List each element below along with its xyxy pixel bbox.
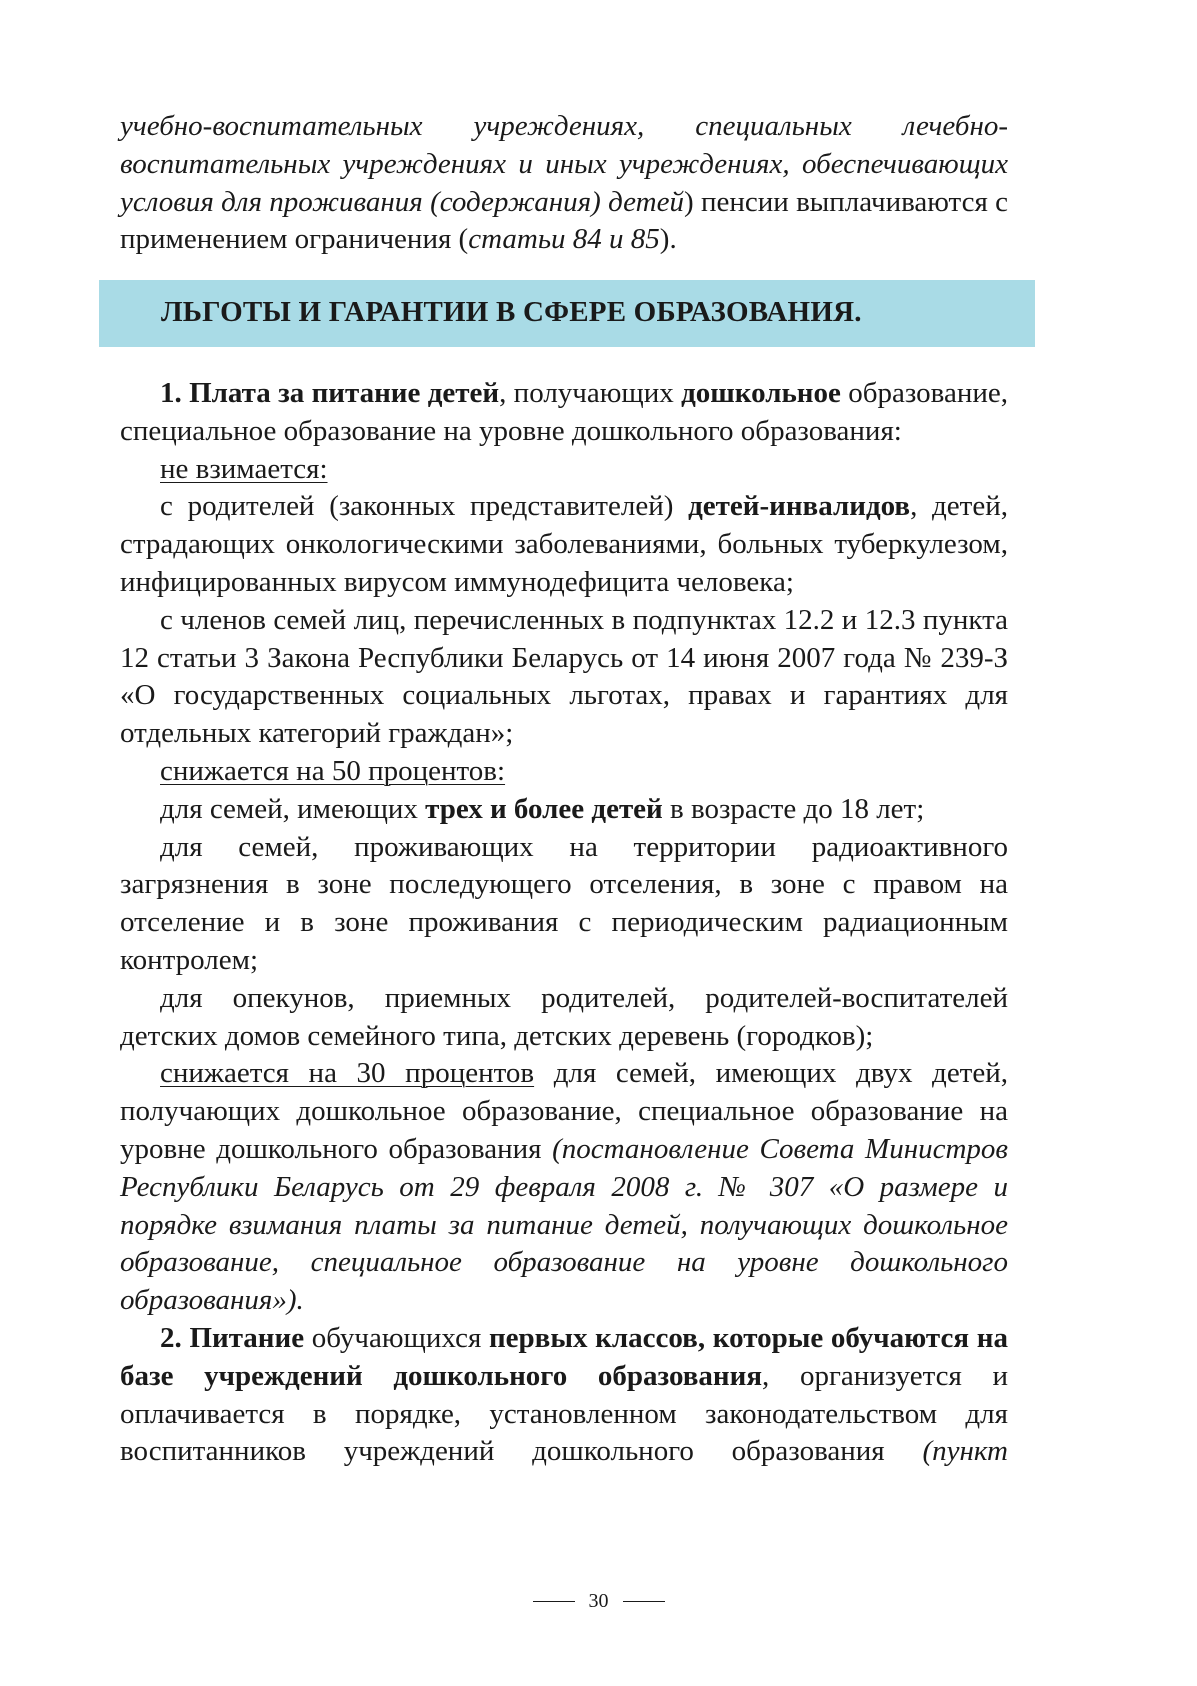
- item2-italic: (пункт: [922, 1435, 1008, 1468]
- intro-text-b: ).: [659, 223, 677, 256]
- reduced30-text: для семей, имеющих двух детей, получающих дошкольное образование, специальное образование на уровне дошкольного образования: [120, 1057, 1008, 1165]
- families-text2: в возрасте до 18 лет;: [662, 792, 925, 825]
- item2-bold2: первых классов, которые обучаются на базе учреждений дошкольного образования: [120, 1321, 1008, 1392]
- item2-text1: обучающихся: [304, 1321, 489, 1354]
- not-charged-heading: [120, 451, 1008, 489]
- item1-lead-text2: образование, специальное образование на уровне дошкольного образования:: [120, 377, 1008, 447]
- not-charged-label: не взимается:: [160, 452, 328, 485]
- footer-rule-left: [533, 1601, 575, 1602]
- members-paragraph: с членов семей лиц, перечисленных в подпунктах 12.2 и 12.3 пункта 12 статьи 3 Закона Республики Беларусь от 14 июня 2007 года № 239-З «О государственных социальных льготах, правах и гарантиях для отдельных категорий граждан»;: [120, 603, 1008, 750]
- families-bold: трех и более детей: [425, 792, 663, 825]
- guardians-paragraph: для опекунов, приемных родителей, родителей-воспитателей детских домов семейного типа, детских деревень (городков);: [120, 981, 1008, 1052]
- reduced30-label: снижается на 30 процентов: [160, 1057, 535, 1090]
- radiation-paragraph: для семей, проживающих на территории радиоактивного загрязнения в зоне последующего отселения, в зоне с правом на отселение и в зоне проживания с периодическим радиационным контролем;: [120, 830, 1008, 976]
- footer-rule-right: [623, 1601, 665, 1602]
- page-number: 30: [588, 1590, 609, 1612]
- section-title: ЛЬГОТЫ И ГАРАНТИИ В СФЕРЕ ОБРАЗОВАНИЯ.: [161, 296, 862, 328]
- intro-italic-b: статьи 84 и 85: [468, 223, 660, 256]
- parents-paragraph: [120, 488, 1008, 601]
- reduced50-heading: [120, 753, 1008, 791]
- reduced50-label: снижается на 50 процентов:: [160, 754, 506, 787]
- reduced30-italic: (постановление Совета Министров Республики Беларусь от 29 февраля 2008 г. № 307 «О размере и порядке взимания платы за питание детей, получающих дошкольное образование, специальное образование на уровне дошкольного образования»).: [120, 1132, 1008, 1317]
- item2-text2: , организуется и оплачивается в порядке, установленном законодательством для воспитанников учреждений дошкольного образования: [120, 1359, 1008, 1468]
- families-paragraph: [120, 791, 1008, 829]
- item2-paragraph: [120, 1320, 1008, 1471]
- page-footer: [0, 1590, 1197, 1613]
- intro-text-a: ) пенсии выплачиваются с применением ограничения (: [120, 185, 1008, 256]
- item1-lead-text1: , получающих: [499, 377, 682, 409]
- item2-lead-bold: 2. Питание: [160, 1321, 305, 1354]
- intro-paragraph: [120, 108, 1008, 259]
- item1-lead: [120, 375, 1008, 451]
- item1-lead-bold: 1. Плата за питание детей: [160, 377, 500, 409]
- families-text1: для семей, имеющих: [160, 792, 426, 825]
- main-body: [120, 375, 1008, 1471]
- item1-lead-bold2: дошкольное: [681, 377, 841, 409]
- parents-text1: с родителей (законных представителей): [160, 490, 689, 523]
- intro-italic-a: учебно-воспитательных учреждениях, специальных лечебно-воспитательных учреждениях и иных учреждениях, обеспечивающих условия для проживания (содержания) детей: [120, 110, 1008, 218]
- intro-block: [120, 108, 1008, 259]
- reduced30-paragraph: [120, 1055, 1008, 1320]
- parents-text2: , детей, страдающих онкологическими заболеваниями, больных туберкулезом, инфицированных вирусом иммунодефицита человека;: [120, 490, 1008, 598]
- parents-bold: детей-инвалидов: [688, 490, 911, 523]
